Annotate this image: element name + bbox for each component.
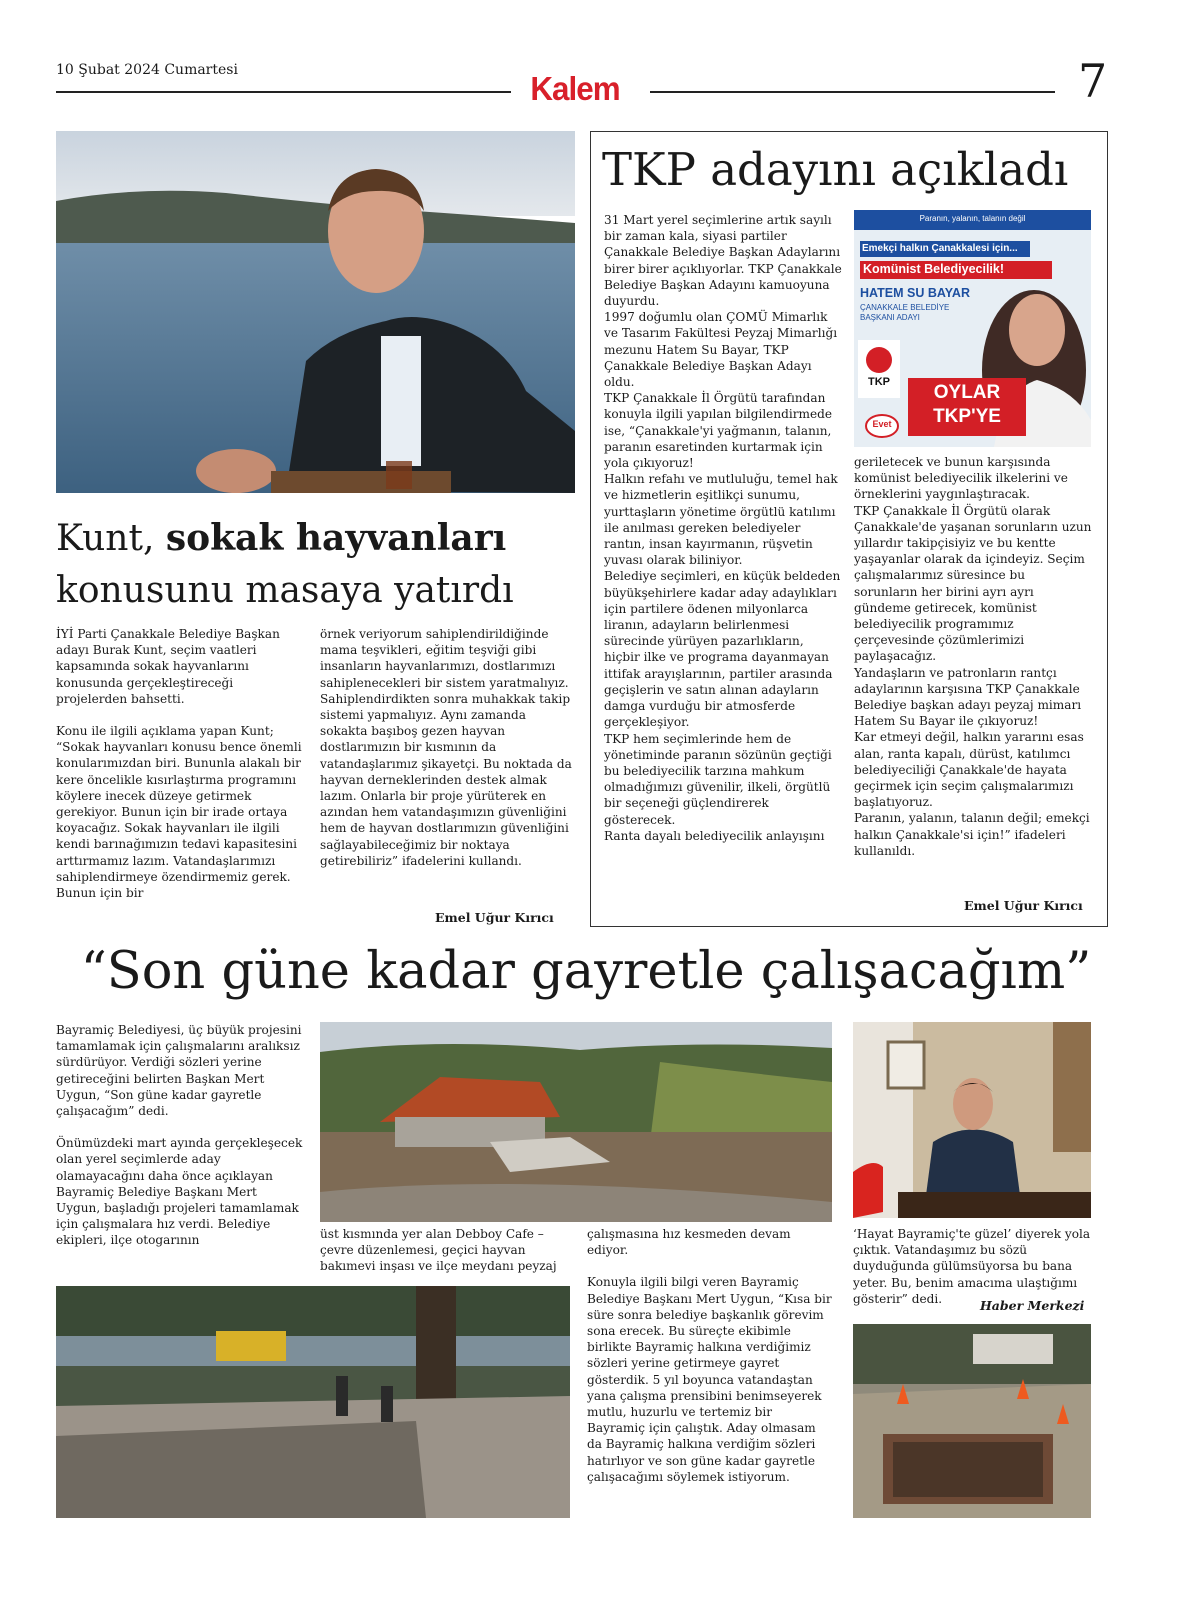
issue-date: 10 Şubat 2024 Cumartesi: [56, 62, 238, 78]
tkp-paragraph: Yandaşların ve patronların rantçı adaylarının karşısına TKP Çanakkale Belediye başkan adayı peyzaj mimarı Hatem Su Bayar ile çıkıyoruz!: [854, 665, 1082, 729]
kunt-column-2: [320, 626, 574, 869]
town-square-image: [56, 1286, 570, 1518]
kunt-paragraph: Konu ile ilgili açıklama yapan Kunt; “Sokak hayvanları konusu bence önemli konularımızdan biri. Bununla alakalı bir kere öncelikle kısırlaştırma programını köylere inecek düzeye getirmek gerekiyor. Bunun için bir irade ortaya koyacağız. Sokak hayvanları ile ilgili kendi barınağımızın tedavi kapasitesini arttırmamız lazım. Vatandaşlarımızı sahiplendirmeye özendirmemiz gerek. Bunun için bir: [56, 724, 302, 901]
shelter-construction-image: [853, 1324, 1091, 1518]
bayramic-column-2: [320, 1226, 570, 1275]
debboy-cafe-image: [320, 1022, 832, 1222]
poster-vote-slogan: [908, 381, 1026, 429]
tkp-paragraph: Paranın, yalanın, talanın değil; emekçi halkın Çanakkale'si için!” ifadeleri kullanıldı.: [854, 811, 1090, 858]
kunt-column-1: [56, 626, 304, 901]
kunt-headline-pre: Kunt,: [56, 518, 166, 559]
kunt-headline: [56, 512, 576, 617]
header-rule-right: [650, 91, 1055, 93]
poster-line2: Emekçi halkın Çanakkalesi için...: [862, 243, 1018, 254]
tkp-paragraph: Ranta dayalı belediyecilik anlayışını: [604, 828, 825, 843]
animal-shelter-construction-photo: [853, 1324, 1091, 1518]
bayramic-paragraph: Konuyla ilgili bilgi veren Bayramiç Belediye Başkanı Mert Uygun, “Kısa bir süre sonra belediye başkanlık görevim sona erecek. Bu süreçte ekibimle birlikte Bayramiç halkına verdiğimiz sözleri yerine getirmeye gayret gösterdik. 5 yıl boyunca vatandaştan yana çalışma prensibini benimseyerek mutlu, huzurlu ve tertemiz bir Bayramiç için çalıştık. Aday olmasam da Bayramiç halkına verdiğim sözleri hatırlıyor ve son güne kadar gayretle çalışacağımı söylemek istiyorum.: [587, 1275, 832, 1484]
newspaper-logo: Kalem: [530, 70, 620, 107]
header-rule-left: [56, 91, 511, 93]
tkp-paragraph: TKP hem seçimlerinde hem de yönetiminde paranın sözünün geçtiği bu belediyecilik tarzına mahkum olmadığımızı güvenilir, ilkeli, örgütlü bir seçeneği güçlendirerek gösterecek.: [604, 731, 832, 827]
bayramic-headline: “Son güne kadar gayretle çalışacağım”: [80, 942, 1092, 1001]
tkp-paragraph: geriletecek ve bunun karşısında komünist belediyecilik ilkelerini ve örneklerini yaygınlaştıracak.: [854, 455, 1068, 502]
tkp-paragraph: TKP Çanakkale İl Örgütü tarafından konuyla ilgili yapılan bilgilendirmede ise, “Çanakkale'yi yağmanın, talanın, paranın esaretinden kurtarmak için yola çıkıyoruz!: [604, 391, 833, 471]
tkp-paragraph: TKP Çanakkale İl Örgütü olarak Çanakkale'de yaşanan sorunların uzun yıllardır takipçisiyiz ve bu kentte yaşayanlar olarak da içindeyiz. Seçim çalışmalarımız süresince bu sorunların her birini ayrı ayrı gündeme getirecek, komünist belediyecilik programımız çerçevesinde çözümlerimizi paylaşacağız.: [854, 503, 1092, 664]
page-number: 7: [1078, 54, 1108, 108]
kunt-paragraph: İYİ Parti Çanakkale Belediye Başkan adayı Burak Kunt, seçim vaatleri kapsamında sokak hayvanlarını konusunda gerçekleştireceği projelerden bahsetti.: [56, 627, 280, 706]
kunt-photo: [56, 131, 575, 493]
bayramic-paragraph: ‘Hayat Bayramiç'te güzel’ diyerek yola çıktık. Vatandaşımız bu sözü duyduğunda gülümsüyorsa bu bana yeter. Bu, benim amacıma ulaştığımı gösterir” dedi.: [853, 1227, 1091, 1306]
bayramic-column-4: [853, 1226, 1093, 1307]
poster-line3: Komünist Belediyecilik!: [863, 262, 1005, 276]
tkp-paragraph: Belediye seçimleri, en küçük beldeden büyükşehirlere kadar aday adaylıkları için partilere ödenen milyonlarca liranın, adayların belirlenmesi sürecinde yürüyen pazarlıkların, hiçbir ilke ve programa dayanmayan ittifak arayışlarının, partiler arasında geçişlerin ve satın alınan adayların damga vurduğu bir atmosferde gerçekleşiyor.: [604, 569, 841, 730]
poster-line1: Paranın, yalanın, talanın değil: [919, 214, 1026, 223]
bayramic-paragraph: çalışmasına hız kesmeden devam ediyor.: [587, 1227, 791, 1258]
poster-evet-stamp: Evet: [872, 419, 892, 429]
tkp-headline: TKP adayını açıkladı: [602, 143, 1069, 196]
kunt-byline: Emel Uğur Kırıcı: [435, 910, 554, 925]
bayramic-paragraph: üst kısmında yer alan Debboy Cafe – çevre düzenlemesi, geçici hayvan bakımevi inşası ve ilçe meydanı peyzaj: [320, 1227, 557, 1274]
kunt-photo-image: [56, 131, 575, 493]
tkp-byline: Emel Uğur Kırıcı: [964, 898, 1083, 913]
poster-party-logo: TKP: [868, 376, 890, 388]
tkp-column-1: [604, 212, 842, 844]
bayramic-column-3: [587, 1226, 832, 1485]
mayor-office-photo: [853, 1022, 1091, 1218]
bayramic-byline: Haber Merkezi: [980, 1298, 1085, 1313]
tkp-paragraph: Halkın refahı ve mutluluğu, temel hak ve hizmetlerin eşitlikçi sunumu, yurttaşların yönetime örgütlü katılımı ile anılması gereken belediyeler rantın, insan kayırmanın, rüşvetin yuvası olarak biliniyor.: [604, 472, 838, 568]
bayramic-paragraph: Bayramiç Belediyesi, üç büyük projesini tamamlamak için çalışmalarını aralıksız sürdürüyor. Verdiği sözleri yerine getireceğini belirten Başkan Mert Uygun, “Son güne kadar gayretle çalışacağım” dedi.: [56, 1023, 302, 1119]
poster-vote-2: TKP'YE: [933, 406, 1001, 427]
poster-role-1: ÇANAKKALE BELEDİYE: [860, 303, 950, 312]
kunt-paragraph: örnek veriyorum sahiplendirildiğinde mama teşvikleri, eğitim teşviği gibi insanların hayvanlarımızı, dostlarımızı sahiplenecekleri bir sistem yaratmalıyız. Sahiplendirdikten sonra muhakkak takip sistemi yapmalıyız. Aynı zamanda sokakta başıboş gezen hayvan dostlarımızın bir kısmının da vatandaşlarımız şikayetçi. Bu noktada da hayvan derneklerinden destek almak lazım. Onlarla bir proje yürüterek en azından hem vatandaşımızın güvenliğini hem de hayvan dostlarımızın güvenliğini sağlayabileceğimiz bir noktaya getirebiliriz” ifadelerini kullandı.: [320, 627, 572, 868]
poster-role-2: BAŞKANI ADAYI: [860, 313, 920, 322]
kunt-headline-bold: sokak hayvanları: [165, 517, 507, 559]
tkp-paragraph: 1997 doğumlu olan ÇOMÜ Mimarlık ve Tasarım Fakültesi Peyzaj Mimarlığı mezunu Hatem Su Bayar, TKP Çanakkale Belediye Başkan Adayı oldu.: [604, 310, 838, 390]
kunt-headline-post: konusunu masaya yatırdı: [56, 570, 514, 611]
tkp-paragraph: 31 Mart yerel seçimlerine artık sayılı bir zaman kala, siyasi partiler Çanakkale Belediye Başkan Adaylarını birer birer açıklıyorlar. TKP Çanakkale Belediye Başkan Adayını kamuoyuna duyurdu.: [604, 213, 842, 309]
debboy-cafe-construction-photo: [320, 1022, 832, 1222]
tkp-column-2: [854, 454, 1092, 859]
mayor-portrait-image: [853, 1022, 1091, 1218]
tkp-paragraph: Kar etmeyi değil, halkın yararını esas alan, ranta kapalı, dürüst, katılımcı belediyeciliği Çanakkale'de hayata geçirmek için seçim çalışmalarımızı başlatıyoruz.: [854, 730, 1084, 810]
tkp-campaign-poster: [854, 210, 1091, 447]
bayramic-paragraph: Önümüzdeki mart ayında gerçekleşecek olan yerel seçimlerde aday olamayacağını daha önce açıklayan Bayramiç Belediye Başkanı Mert Uygun, başladığı projeleri tamamlamak için çalışmalara hız verdi. Belediye ekipleri, ilçe otogarının: [56, 1136, 303, 1248]
town-square-works-photo: [56, 1286, 570, 1518]
bayramic-column-1: [56, 1022, 304, 1249]
poster-candidate-name: HATEM SU BAYAR: [860, 286, 970, 300]
poster-vote-1: OYLAR: [933, 382, 1001, 403]
